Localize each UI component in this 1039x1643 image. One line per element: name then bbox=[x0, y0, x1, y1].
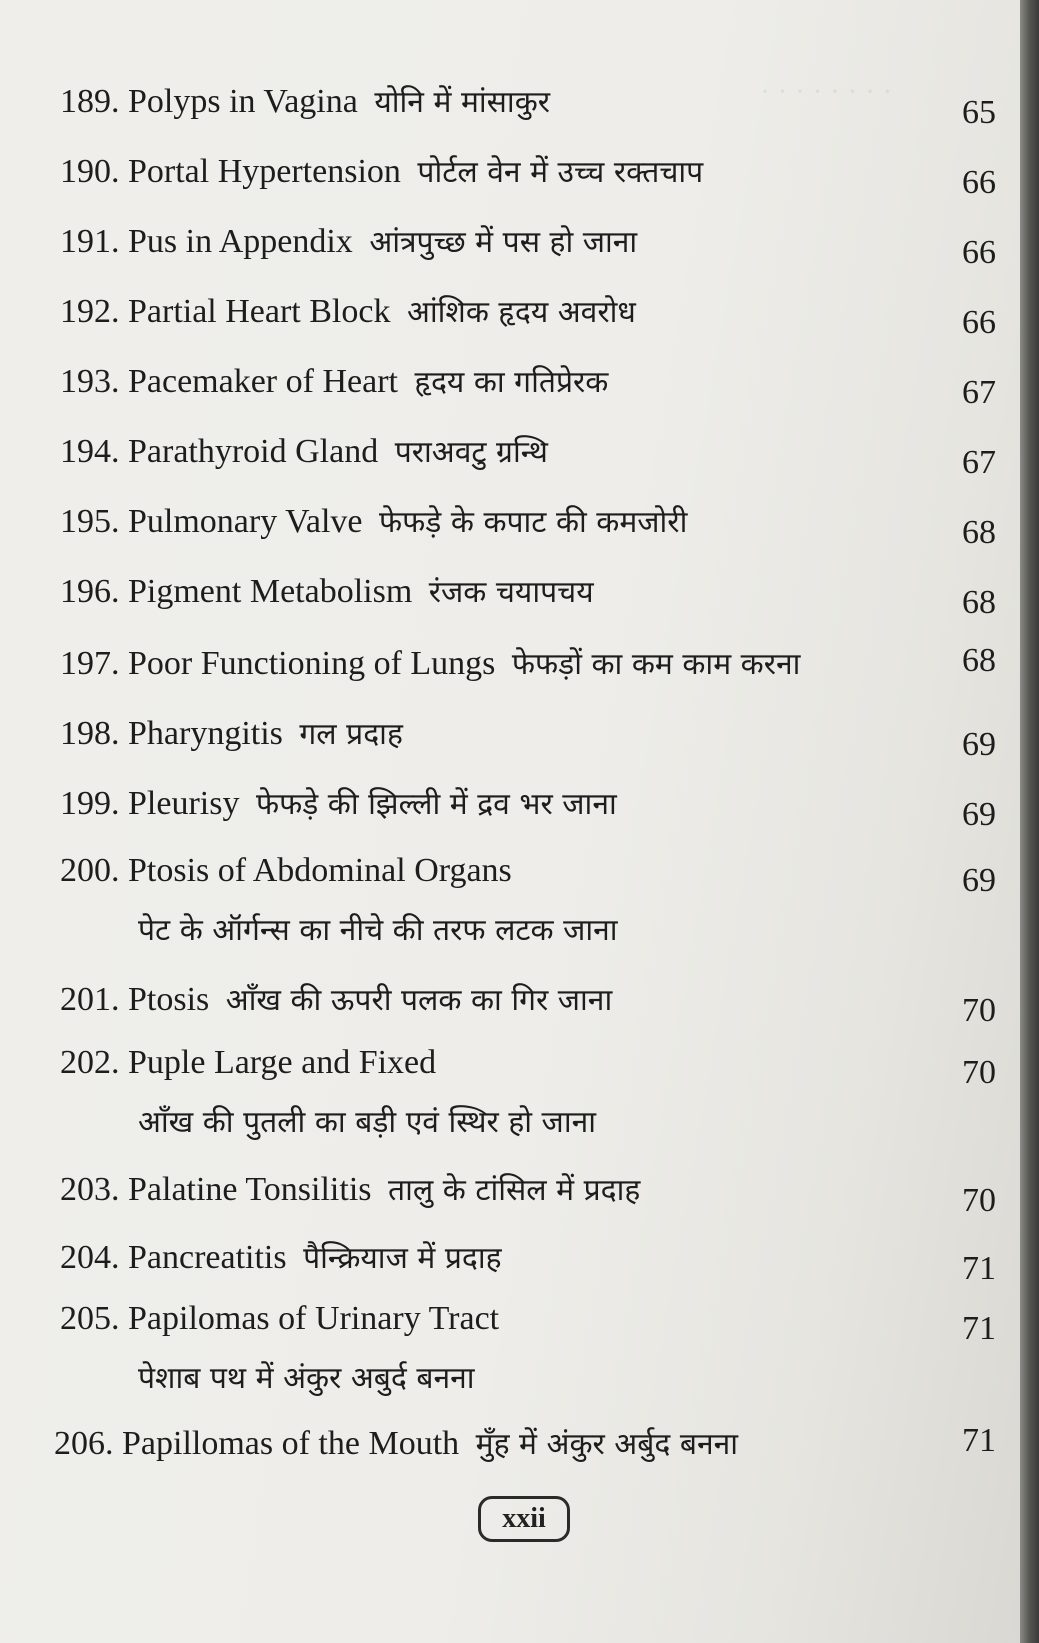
entry-english: Ptosis bbox=[128, 981, 210, 1018]
entry-page-number: 68 bbox=[962, 642, 996, 679]
entry-number: 192. bbox=[60, 293, 120, 330]
entry-english: Pancreatitis bbox=[128, 1239, 287, 1276]
entry-page-number: 67 bbox=[962, 374, 996, 411]
entry-english: Parathyroid Gland bbox=[128, 433, 379, 470]
entry-hindi: मुँह में अंकुर अर्बुद बनना bbox=[475, 1427, 739, 1462]
entry-hindi: फेफड़े के कपाट की कमजोरी bbox=[379, 505, 688, 540]
entry-hindi: आंशिक हृदय अवरोध bbox=[406, 295, 636, 330]
entry-page-number: 66 bbox=[962, 234, 996, 271]
entry-english: Pacemaker of Heart bbox=[128, 363, 398, 400]
page-number-badge: xxii bbox=[478, 1496, 570, 1542]
entry-page-number: 69 bbox=[962, 726, 996, 763]
entry-hindi-continued: आँख की पुतली का बड़ी एवं स्थिर हो जाना bbox=[138, 1105, 597, 1140]
book-binding-edge bbox=[1020, 0, 1039, 1643]
entry-page-number: 67 bbox=[962, 444, 996, 481]
entry-english: Ptosis of Abdominal Organs bbox=[128, 852, 512, 889]
entry-page-number: 71 bbox=[962, 1422, 996, 1459]
entry-hindi: रंजक चयापचय bbox=[428, 575, 594, 610]
entry-number: 190. bbox=[60, 153, 120, 190]
entry-page-number: 70 bbox=[962, 1054, 996, 1091]
entry-english: Pigment Metabolism bbox=[128, 573, 413, 610]
entry-hindi: तालु के टांसिल में प्रदाह bbox=[388, 1173, 641, 1208]
entry-hindi: फेफड़ों का कम काम करना bbox=[511, 647, 801, 682]
entry-number: 200. bbox=[60, 852, 120, 889]
entry-english: Papilomas of Urinary Tract bbox=[128, 1300, 500, 1337]
entry-hindi: योनि में मांसाकुर bbox=[374, 85, 551, 120]
entry-page-number: 66 bbox=[962, 304, 996, 341]
entry-english: Pulmonary Valve bbox=[128, 503, 363, 540]
entry-hindi: पोर्टल वेन में उच्च रक्तचाप bbox=[417, 155, 704, 190]
entry-number: 195. bbox=[60, 503, 120, 540]
entry-line bbox=[60, 852, 520, 890]
entry-hindi: पैन्क्रियाज में प्रदाह bbox=[303, 1241, 502, 1276]
entry-page-number: 66 bbox=[962, 164, 996, 201]
entry-line bbox=[60, 978, 612, 1019]
entry-hindi-continued: पेट के ऑर्गन्स का नीचे की तरफ लटक जाना bbox=[138, 913, 618, 948]
entry-line bbox=[60, 290, 636, 331]
entry-hindi: आँख की ऊपरी पलक का गिर जाना bbox=[225, 983, 613, 1018]
entry-line bbox=[60, 150, 703, 191]
entry-line bbox=[60, 430, 548, 471]
entry-line bbox=[60, 80, 550, 121]
entry-page-number: 71 bbox=[962, 1250, 996, 1287]
entry-line bbox=[60, 360, 608, 401]
entry-page-number: 65 bbox=[962, 94, 996, 131]
entry-english: Poor Functioning of Lungs bbox=[128, 645, 496, 682]
entry-english: Papillomas of the Mouth bbox=[122, 1425, 460, 1462]
entry-english: Puple Large and Fixed bbox=[128, 1044, 437, 1081]
entry-number: 197. bbox=[60, 645, 120, 682]
entry-number: 203. bbox=[60, 1171, 120, 1208]
entry-line bbox=[60, 570, 594, 611]
entry-english: Portal Hypertension bbox=[128, 153, 401, 190]
entry-line bbox=[60, 712, 403, 753]
entry-number: 205. bbox=[60, 1300, 120, 1337]
entry-number: 194. bbox=[60, 433, 120, 470]
entry-number: 199. bbox=[60, 785, 120, 822]
entry-hindi: पराअवटु ग्रन्थि bbox=[394, 435, 548, 470]
entry-line bbox=[60, 220, 637, 261]
entry-line bbox=[60, 1044, 444, 1082]
entry-page-number: 68 bbox=[962, 514, 996, 551]
entry-english: Polyps in Vagina bbox=[128, 83, 358, 120]
entry-line bbox=[60, 1168, 640, 1209]
entry-number: 206. bbox=[54, 1425, 114, 1462]
entry-line bbox=[60, 782, 617, 823]
entry-english: Palatine Tonsilitis bbox=[128, 1171, 372, 1208]
entry-english: Partial Heart Block bbox=[128, 293, 391, 330]
entry-page-number: 70 bbox=[962, 992, 996, 1029]
entry-number: 204. bbox=[60, 1239, 120, 1276]
entry-page-number: 69 bbox=[962, 862, 996, 899]
entry-hindi: हृदय का गतिप्रेरक bbox=[414, 365, 609, 400]
entry-number: 201. bbox=[60, 981, 120, 1018]
entry-english: Pharyngitis bbox=[128, 715, 283, 752]
entry-line bbox=[60, 642, 800, 683]
entry-number: 198. bbox=[60, 715, 120, 752]
entry-page-number: 71 bbox=[962, 1310, 996, 1347]
entry-number: 191. bbox=[60, 223, 120, 260]
entry-page-number: 69 bbox=[962, 796, 996, 833]
entry-hindi-continued: पेशाब पथ में अंकुर अबुर्द बनना bbox=[138, 1361, 475, 1396]
entry-line bbox=[54, 1422, 738, 1463]
entry-hindi: आंत्रपुच्छ में पस हो जाना bbox=[369, 225, 638, 260]
entry-page-number: 70 bbox=[962, 1182, 996, 1219]
entry-line bbox=[60, 500, 687, 541]
entry-number: 193. bbox=[60, 363, 120, 400]
entry-english: Pus in Appendix bbox=[128, 223, 353, 260]
entry-number: 202. bbox=[60, 1044, 120, 1081]
entry-hindi: फेफड़े की झिल्ली में द्रव भर जाना bbox=[255, 787, 617, 822]
entry-hindi: गल प्रदाह bbox=[299, 717, 403, 752]
entry-number: 189. bbox=[60, 83, 120, 120]
entry-english: Pleurisy bbox=[128, 785, 240, 822]
entry-line bbox=[60, 1236, 502, 1277]
entry-number: 196. bbox=[60, 573, 120, 610]
entry-page-number: 68 bbox=[962, 584, 996, 621]
show-through-text: · · · · · · · · bbox=[760, 75, 893, 108]
entry-line bbox=[60, 1300, 507, 1338]
